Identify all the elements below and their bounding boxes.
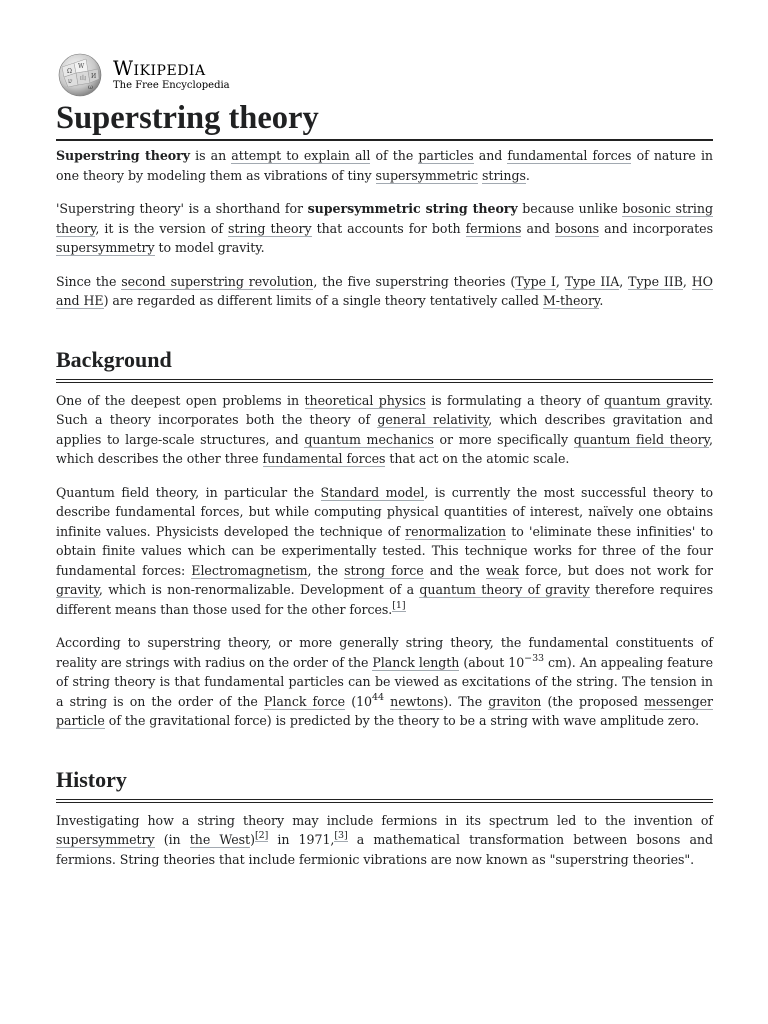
wordmark-tagline: The Free Encyclopedia	[113, 80, 230, 92]
link-attempt-to-explain-all[interactable]: attempt to explain all	[231, 148, 371, 163]
citation-2[interactable]: [2]	[254, 830, 269, 841]
link-gravity[interactable]: gravity	[56, 582, 99, 597]
section-heading-background: Background	[56, 347, 713, 383]
link-second-superstring-revolution[interactable]: second superstring revolution	[121, 273, 314, 289]
background-paragraph-2: Quantum field theory, in particular the Standard model, is currently the most successful theory to describe fundamental forces, but while computing physical quantities of interest, naïvely one obtains infinite values. Physicists developed the technique of renormalization to 'eliminate these infinities' to obtain finite values which can be experimentally tested. This technique works for three of the four fundamental forces: Electromagnetism, the strong force and the weak force, but does not work for gravity, which is non-renormalizable. Development of a quantum theory of gravity therefore requires different means than those used for the other forces.[1]	[56, 484, 713, 617]
link-type-iib[interactable]: Type IIB	[628, 273, 683, 289]
link-quantum-mechanics[interactable]: quantum mechanics	[304, 431, 434, 447]
exponent: −33	[524, 652, 545, 664]
intro-paragraph-1: Superstring theory is an attempt to explain all of the particles and fundamental forces of nature in one theory by modeling them as vibrations of tiny supersymmetric strings.	[56, 148, 713, 183]
intro-paragraph-3: Since the second superstring revolution, the five superstring theories (Type I, Type IIA, Type IIB, HO and HE) are regarded as different limits of a single theory tentatively called M-theory.	[56, 273, 713, 308]
link-theoretical-physics[interactable]: theoretical physics	[304, 392, 426, 408]
globe-glyph: W	[78, 63, 85, 70]
intro-paragraph-2: 'Superstring theory' is a shorthand for supersymmetric string theory because unlike bosonic string theory, it is the version of string theory that accounts for both fermions and bosons and incorporates supersymmetry to model gravity.	[56, 201, 713, 255]
link-weak[interactable]: weak	[485, 562, 520, 578]
link-fermions[interactable]: fermions	[465, 220, 522, 236]
link-fundamental-forces[interactable]: fundamental forces	[262, 451, 386, 466]
link-particles[interactable]: particles	[418, 148, 474, 163]
link-supersymmetric[interactable]: supersymmetric	[375, 167, 479, 183]
link-supersymmetry[interactable]: supersymmetry	[56, 832, 155, 847]
page-title: Superstring theory	[56, 100, 713, 141]
citation-1[interactable]: [1]	[392, 599, 406, 611]
history-paragraph-1: Investigating how a string theory may include fermions in its spectrum led to the invention of supersymmetry (in the West)[2] in 1971,[3] a mathematical transformation between bosons and fermions. String theories that include fermionic vibrations are now known as "superstring theories".	[56, 812, 714, 867]
bold-term: supersymmetric string theory	[307, 201, 518, 216]
article-page	[56, 52, 713, 869]
globe-glyph: И	[91, 73, 97, 80]
section-heading-history: History	[56, 767, 713, 803]
link-bosons[interactable]: bosons	[555, 220, 600, 236]
link-the-west[interactable]: the West	[189, 832, 251, 847]
link-quantum-gravity[interactable]: quantum gravity	[604, 392, 710, 408]
link-messenger-particle[interactable]: messenger particle	[56, 693, 713, 728]
link-fundamental-forces[interactable]: fundamental forces	[507, 148, 632, 163]
globe-glyph: ש	[68, 78, 73, 85]
link-m-theory[interactable]: M-theory	[542, 293, 600, 308]
wordmark	[113, 56, 230, 92]
link-supersymmetry[interactable]: supersymmetry	[56, 240, 155, 255]
link-electromagnetism[interactable]: Electromagnetism	[191, 562, 308, 578]
globe-glyph: 山	[80, 75, 87, 82]
link-standard-model[interactable]: Standard model	[320, 484, 425, 500]
citation-3[interactable]: [3]	[334, 830, 348, 841]
link-graviton[interactable]: graviton	[488, 693, 542, 709]
link-newtons[interactable]: newtons	[390, 693, 444, 709]
globe-glyph: ω	[88, 84, 93, 91]
link-general-relativity[interactable]: general relativity	[377, 412, 489, 427]
background-paragraph-3: According to superstring theory, or more generally string theory, the fundamental constituents of reality are strings with radius on the order of the Planck length (about $10^{-33}$ cm). An appealing feature of string theory is that fundamental particles can be viewed as excitations of the string. The tension in a string is on the order of the Planck force ($10^{44}$ newtons). The graviton (the proposed messenger particle of the gravitational force) is predicted by the theory to be a string with wave amplitude zero.	[56, 635, 713, 728]
link-renormalization[interactable]: renormalization	[405, 523, 507, 539]
link-type-iia[interactable]: Type IIA	[564, 273, 620, 289]
link-planck-length[interactable]: Planck length	[372, 654, 460, 670]
link-bosonic-string-theory[interactable]: bosonic string theory	[56, 201, 713, 236]
link-type-i[interactable]: Type I	[515, 273, 556, 289]
link-quantum-field-theory[interactable]: quantum field theory	[573, 431, 710, 447]
link-planck-force[interactable]: Planck force	[263, 693, 346, 709]
exponent: 44	[372, 691, 385, 703]
wikipedia-globe-icon	[56, 53, 104, 97]
link-ho-and-he[interactable]: HO and HE	[56, 273, 713, 308]
link-quantum-theory-of-gravity[interactable]: quantum theory of gravity	[419, 582, 590, 597]
link-strings[interactable]: strings	[482, 167, 526, 183]
wordmark-title: Wikipedia	[113, 56, 206, 80]
link-string-theory[interactable]: string theory	[228, 220, 312, 236]
wikipedia-logo[interactable]	[56, 52, 713, 98]
link-strong-force[interactable]: strong force	[344, 562, 424, 578]
bold-term: Superstring theory	[56, 148, 190, 163]
background-paragraph-1: One of the deepest open problems in theoretical physics is formulating a theory of quantum gravity. Such a theory incorporates both the theory of general relativity, which describes gravitation and applies to large-scale structures, and quantum mechanics or more specifically quantum field theory, which describes the other three fundamental forces that act on the atomic scale.	[56, 392, 713, 466]
globe-glyph: Ω	[67, 68, 72, 75]
